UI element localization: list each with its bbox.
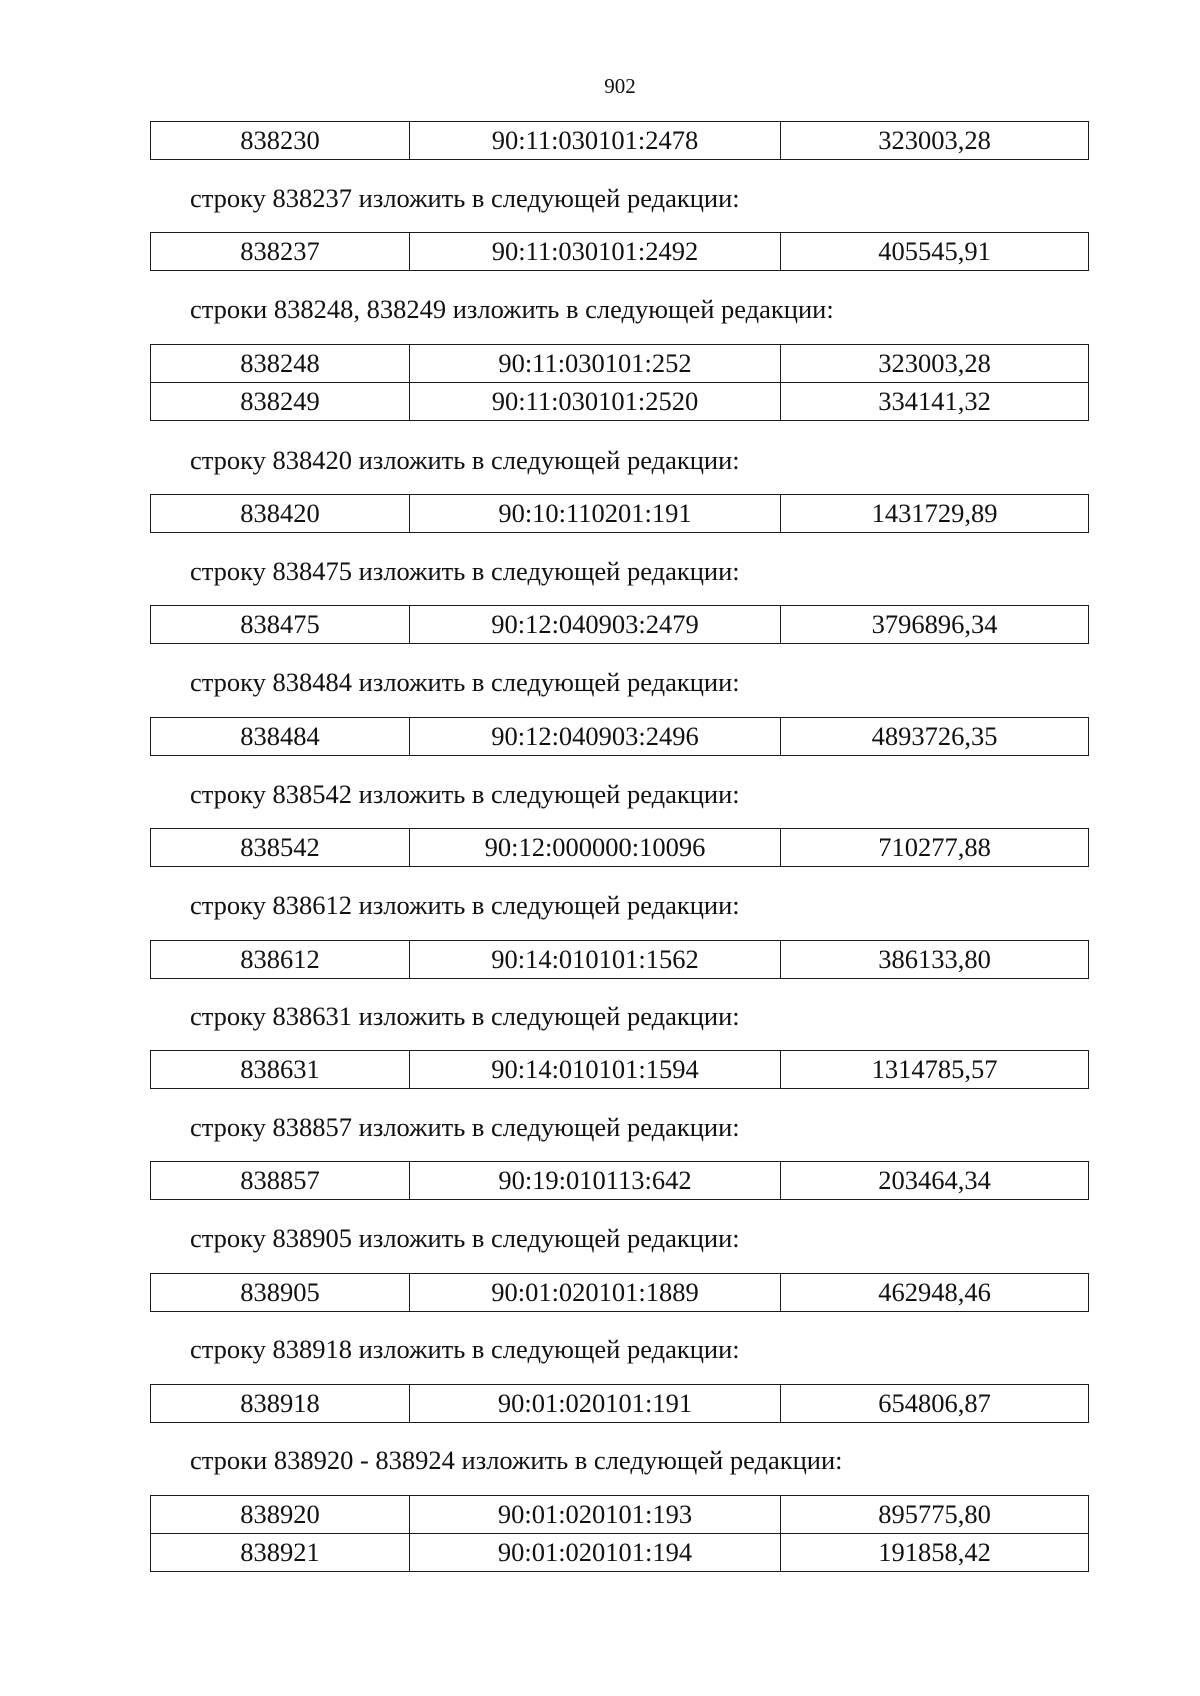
value-cell: 323003,28 bbox=[781, 122, 1089, 160]
row-number-cell: 838905 bbox=[151, 1274, 410, 1312]
amendment-instruction: строки 838248, 838249 изложить в следующей редакции: bbox=[190, 294, 834, 324]
amendment-table bbox=[150, 1384, 1089, 1423]
value-cell: 462948,46 bbox=[781, 1274, 1089, 1312]
table-row bbox=[151, 495, 1089, 533]
cadastral-number-cell: 90:01:020101:1889 bbox=[410, 1274, 781, 1312]
amendment-instruction: строку 838542 изложить в следующей редакции: bbox=[190, 779, 740, 809]
amendment-table bbox=[150, 1050, 1089, 1089]
value-cell: 1431729,89 bbox=[781, 495, 1089, 533]
row-number-cell: 838248 bbox=[151, 345, 410, 383]
row-number-cell: 838612 bbox=[151, 941, 410, 979]
value-cell: 203464,34 bbox=[781, 1162, 1089, 1200]
amendment-instruction: строку 838918 изложить в следующей редакции: bbox=[190, 1334, 740, 1364]
amendment-table bbox=[150, 1161, 1089, 1200]
value-cell: 323003,28 bbox=[781, 345, 1089, 383]
table-row bbox=[151, 606, 1089, 644]
amendment-instruction: строку 838237 изложить в следующей редакции: bbox=[190, 183, 740, 213]
table-row bbox=[151, 233, 1089, 271]
table-row bbox=[151, 1051, 1089, 1089]
value-cell: 1314785,57 bbox=[781, 1051, 1089, 1089]
page-number: 902 bbox=[604, 74, 636, 98]
amendment-instruction: строку 838612 изложить в следующей редакции: bbox=[190, 890, 740, 920]
amendment-instruction: строку 838420 изложить в следующей редакции: bbox=[190, 445, 740, 475]
amendment-instruction: строку 838475 изложить в следующей редакции: bbox=[190, 556, 740, 586]
table-row bbox=[151, 345, 1089, 383]
cadastral-number-cell: 90:01:020101:194 bbox=[410, 1534, 781, 1572]
row-number-cell: 838920 bbox=[151, 1496, 410, 1534]
amendment-instruction: строку 838631 изложить в следующей редакции: bbox=[190, 1001, 740, 1031]
row-number-cell: 838249 bbox=[151, 383, 410, 421]
cadastral-number-cell: 90:12:040903:2496 bbox=[410, 718, 781, 756]
value-cell: 654806,87 bbox=[781, 1385, 1089, 1423]
row-number-cell: 838921 bbox=[151, 1534, 410, 1572]
cadastral-number-cell: 90:11:030101:2492 bbox=[410, 233, 781, 271]
value-cell: 334141,32 bbox=[781, 383, 1089, 421]
amendment-table bbox=[150, 828, 1089, 867]
amendment-table bbox=[150, 494, 1089, 533]
table-row bbox=[151, 1534, 1089, 1572]
row-number-cell: 838237 bbox=[151, 233, 410, 271]
amendment-instruction: строку 838857 изложить в следующей редакции: bbox=[190, 1112, 740, 1142]
row-number-cell: 838484 bbox=[151, 718, 410, 756]
value-cell: 405545,91 bbox=[781, 233, 1089, 271]
cadastral-number-cell: 90:11:030101:2520 bbox=[410, 383, 781, 421]
value-cell: 710277,88 bbox=[781, 829, 1089, 867]
value-cell: 3796896,34 bbox=[781, 606, 1089, 644]
table-row bbox=[151, 718, 1089, 756]
cadastral-number-cell: 90:14:010101:1594 bbox=[410, 1051, 781, 1089]
row-number-cell: 838475 bbox=[151, 606, 410, 644]
cadastral-number-cell: 90:01:020101:191 bbox=[410, 1385, 781, 1423]
cadastral-number-cell: 90:12:000000:10096 bbox=[410, 829, 781, 867]
table-row bbox=[151, 1162, 1089, 1200]
amendment-table bbox=[150, 121, 1089, 160]
cadastral-number-cell: 90:01:020101:193 bbox=[410, 1496, 781, 1534]
amendment-instruction: строки 838920 - 838924 изложить в следующей редакции: bbox=[190, 1445, 843, 1475]
table-row bbox=[151, 1385, 1089, 1423]
value-cell: 4893726,35 bbox=[781, 718, 1089, 756]
cadastral-number-cell: 90:12:040903:2479 bbox=[410, 606, 781, 644]
value-cell: 895775,80 bbox=[781, 1496, 1089, 1534]
row-number-cell: 838918 bbox=[151, 1385, 410, 1423]
amendment-table bbox=[150, 717, 1089, 756]
row-number-cell: 838857 bbox=[151, 1162, 410, 1200]
cadastral-number-cell: 90:11:030101:252 bbox=[410, 345, 781, 383]
table-row bbox=[151, 122, 1089, 160]
amendment-table bbox=[150, 344, 1089, 421]
cadastral-number-cell: 90:19:010113:642 bbox=[410, 1162, 781, 1200]
row-number-cell: 838230 bbox=[151, 122, 410, 160]
row-number-cell: 838542 bbox=[151, 829, 410, 867]
amendment-instruction: строку 838484 изложить в следующей редакции: bbox=[190, 667, 740, 697]
row-number-cell: 838420 bbox=[151, 495, 410, 533]
amendment-table bbox=[150, 940, 1089, 979]
value-cell: 386133,80 bbox=[781, 941, 1089, 979]
amendment-table bbox=[150, 232, 1089, 271]
cadastral-number-cell: 90:11:030101:2478 bbox=[410, 122, 781, 160]
amendment-table bbox=[150, 1495, 1089, 1572]
table-row bbox=[151, 829, 1089, 867]
amendment-table bbox=[150, 605, 1089, 644]
row-number-cell: 838631 bbox=[151, 1051, 410, 1089]
amendment-table bbox=[150, 1273, 1089, 1312]
amendment-instruction: строку 838905 изложить в следующей редакции: bbox=[190, 1223, 740, 1253]
cadastral-number-cell: 90:14:010101:1562 bbox=[410, 941, 781, 979]
table-row bbox=[151, 941, 1089, 979]
table-row bbox=[151, 1274, 1089, 1312]
cadastral-number-cell: 90:10:110201:191 bbox=[410, 495, 781, 533]
value-cell: 191858,42 bbox=[781, 1534, 1089, 1572]
table-row bbox=[151, 1496, 1089, 1534]
table-row bbox=[151, 383, 1089, 421]
